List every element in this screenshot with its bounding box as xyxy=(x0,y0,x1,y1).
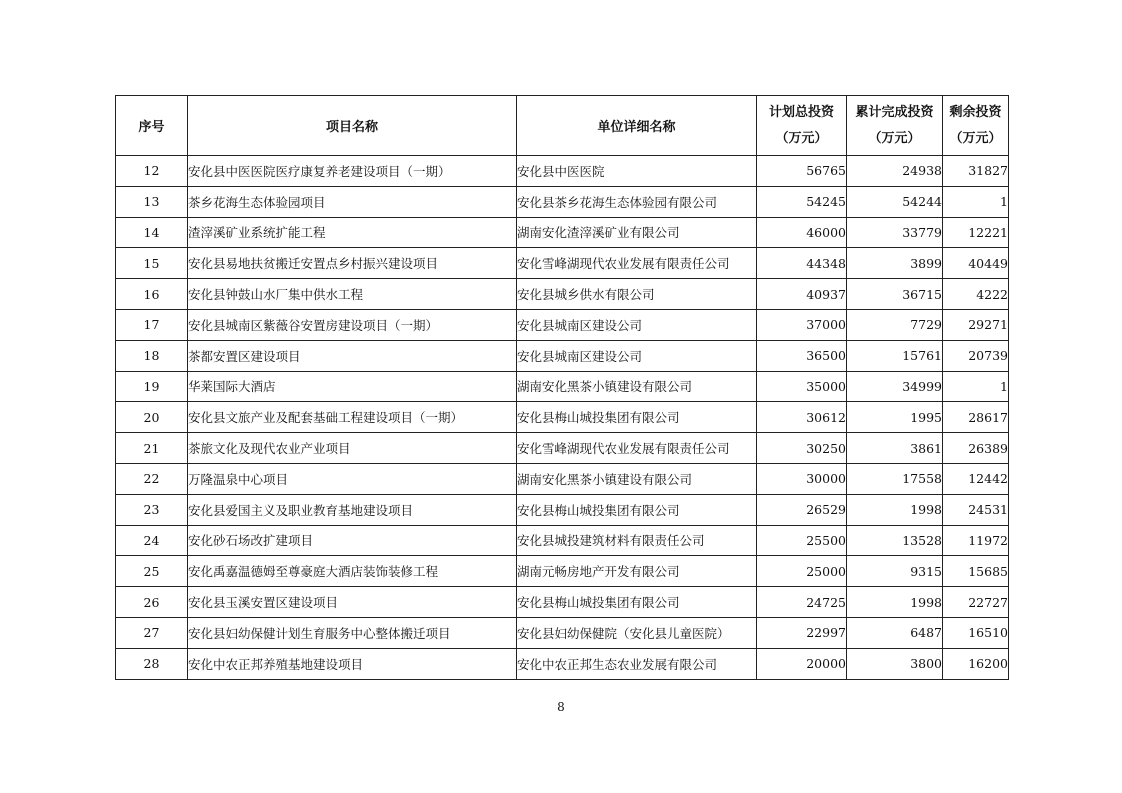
cell-seq: 12 xyxy=(116,156,188,187)
cell-planned-investment: 22997 xyxy=(757,617,847,648)
table-body xyxy=(116,156,1009,680)
cell-project-name: 茶都安置区建设项目 xyxy=(188,340,517,371)
cell-project-name: 安化县文旅产业及配套基础工程建设项目（一期） xyxy=(188,402,517,433)
cell-project-name: 安化县爱国主义及职业教育基地建设项目 xyxy=(188,494,517,525)
cell-completed-investment: 1998 xyxy=(847,494,943,525)
cell-unit-name: 安化县中医医院 xyxy=(517,156,757,187)
cell-planned-investment: 30612 xyxy=(757,402,847,433)
table-row xyxy=(116,309,1009,340)
header-project-name: 项目名称 xyxy=(188,96,517,156)
cell-completed-investment: 9315 xyxy=(847,556,943,587)
table-row xyxy=(116,402,1009,433)
cell-unit-name: 湖南元畅房地产开发有限公司 xyxy=(517,556,757,587)
cell-unit-name: 安化县城南区建设公司 xyxy=(517,309,757,340)
table-row xyxy=(116,217,1009,248)
cell-seq: 23 xyxy=(116,494,188,525)
cell-remaining-investment: 24531 xyxy=(943,494,1009,525)
cell-seq: 17 xyxy=(116,309,188,340)
header-planned-investment: 计划总投资（万元） xyxy=(757,96,847,156)
cell-remaining-investment: 29271 xyxy=(943,309,1009,340)
cell-project-name: 茶乡花海生态体验园项目 xyxy=(188,186,517,217)
cell-remaining-investment: 12221 xyxy=(943,217,1009,248)
cell-remaining-investment: 31827 xyxy=(943,156,1009,187)
cell-project-name: 安化县玉溪安置区建设项目 xyxy=(188,587,517,618)
cell-remaining-investment: 16200 xyxy=(943,648,1009,679)
cell-project-name: 安化县妇幼保健计划生育服务中心整体搬迁项目 xyxy=(188,617,517,648)
header-row xyxy=(116,96,1009,156)
cell-remaining-investment: 40449 xyxy=(943,248,1009,279)
cell-completed-investment: 36715 xyxy=(847,279,943,310)
cell-unit-name: 湖南安化黑茶小镇建设有限公司 xyxy=(517,463,757,494)
page-number: 8 xyxy=(557,700,565,714)
cell-project-name: 安化县易地扶贫搬迁安置点乡村振兴建设项目 xyxy=(188,248,517,279)
header-remaining-investment: 剩余投资（万元） xyxy=(943,96,1009,156)
cell-remaining-investment: 16510 xyxy=(943,617,1009,648)
table-row xyxy=(116,371,1009,402)
cell-completed-investment: 17558 xyxy=(847,463,943,494)
header-unit-name: 单位详细名称 xyxy=(517,96,757,156)
cell-planned-investment: 25000 xyxy=(757,556,847,587)
cell-completed-investment: 3899 xyxy=(847,248,943,279)
cell-planned-investment: 26529 xyxy=(757,494,847,525)
cell-completed-investment: 1998 xyxy=(847,587,943,618)
cell-unit-name: 安化县妇幼保健院（安化县儿童医院） xyxy=(517,617,757,648)
cell-completed-investment: 7729 xyxy=(847,309,943,340)
cell-remaining-investment: 1 xyxy=(943,371,1009,402)
cell-remaining-investment: 22727 xyxy=(943,587,1009,618)
cell-unit-name: 湖南安化渣滓溪矿业有限公司 xyxy=(517,217,757,248)
cell-unit-name: 安化县茶乡花海生态体验园有限公司 xyxy=(517,186,757,217)
cell-unit-name: 安化县城投建筑材料有限责任公司 xyxy=(517,525,757,556)
cell-seq: 14 xyxy=(116,217,188,248)
cell-unit-name: 安化县梅山城投集团有限公司 xyxy=(517,402,757,433)
investment-table xyxy=(115,95,1009,680)
cell-remaining-investment: 20739 xyxy=(943,340,1009,371)
cell-seq: 26 xyxy=(116,587,188,618)
table-row xyxy=(116,617,1009,648)
cell-seq: 27 xyxy=(116,617,188,648)
cell-project-name: 安化中农正邦养殖基地建设项目 xyxy=(188,648,517,679)
cell-seq: 13 xyxy=(116,186,188,217)
cell-remaining-investment: 11972 xyxy=(943,525,1009,556)
cell-planned-investment: 30250 xyxy=(757,433,847,464)
cell-remaining-investment: 1 xyxy=(943,186,1009,217)
cell-seq: 19 xyxy=(116,371,188,402)
cell-completed-investment: 34999 xyxy=(847,371,943,402)
cell-project-name: 安化县城南区紫薇谷安置房建设项目（一期） xyxy=(188,309,517,340)
cell-planned-investment: 35000 xyxy=(757,371,847,402)
cell-completed-investment: 3861 xyxy=(847,433,943,464)
cell-project-name: 安化禹嘉温德姆至尊豪庭大酒店装饰装修工程 xyxy=(188,556,517,587)
cell-planned-investment: 36500 xyxy=(757,340,847,371)
cell-planned-investment: 54245 xyxy=(757,186,847,217)
cell-unit-name: 安化县梅山城投集团有限公司 xyxy=(517,587,757,618)
cell-completed-investment: 6487 xyxy=(847,617,943,648)
header-seq: 序号 xyxy=(116,96,188,156)
cell-seq: 18 xyxy=(116,340,188,371)
cell-project-name: 茶旅文化及现代农业产业项目 xyxy=(188,433,517,464)
cell-seq: 21 xyxy=(116,433,188,464)
cell-completed-investment: 24938 xyxy=(847,156,943,187)
table-row xyxy=(116,525,1009,556)
cell-planned-investment: 44348 xyxy=(757,248,847,279)
cell-project-name: 安化砂石场改扩建项目 xyxy=(188,525,517,556)
cell-planned-investment: 30000 xyxy=(757,463,847,494)
cell-seq: 24 xyxy=(116,525,188,556)
cell-unit-name: 安化县城南区建设公司 xyxy=(517,340,757,371)
cell-project-name: 安化县中医医院医疗康复养老建设项目（一期） xyxy=(188,156,517,187)
cell-completed-investment: 33779 xyxy=(847,217,943,248)
cell-seq: 28 xyxy=(116,648,188,679)
cell-completed-investment: 1995 xyxy=(847,402,943,433)
cell-unit-name: 安化县城乡供水有限公司 xyxy=(517,279,757,310)
table-row xyxy=(116,186,1009,217)
cell-remaining-investment: 28617 xyxy=(943,402,1009,433)
cell-planned-investment: 25500 xyxy=(757,525,847,556)
table-row xyxy=(116,463,1009,494)
cell-planned-investment: 37000 xyxy=(757,309,847,340)
cell-project-name: 万隆温泉中心项目 xyxy=(188,463,517,494)
table-row xyxy=(116,156,1009,187)
table-row xyxy=(116,248,1009,279)
cell-unit-name: 安化中农正邦生态农业发展有限公司 xyxy=(517,648,757,679)
cell-seq: 25 xyxy=(116,556,188,587)
table-row xyxy=(116,587,1009,618)
cell-completed-investment: 13528 xyxy=(847,525,943,556)
cell-planned-investment: 56765 xyxy=(757,156,847,187)
cell-seq: 16 xyxy=(116,279,188,310)
cell-project-name: 华莱国际大酒店 xyxy=(188,371,517,402)
cell-planned-investment: 24725 xyxy=(757,587,847,618)
cell-planned-investment: 46000 xyxy=(757,217,847,248)
cell-project-name: 渣滓溪矿业系统扩能工程 xyxy=(188,217,517,248)
cell-completed-investment: 3800 xyxy=(847,648,943,679)
table-row xyxy=(116,340,1009,371)
table-row xyxy=(116,556,1009,587)
cell-seq: 22 xyxy=(116,463,188,494)
cell-unit-name: 安化县梅山城投集团有限公司 xyxy=(517,494,757,525)
cell-seq: 20 xyxy=(116,402,188,433)
cell-project-name: 安化县钟鼓山水厂集中供水工程 xyxy=(188,279,517,310)
cell-unit-name: 安化雪峰湖现代农业发展有限责任公司 xyxy=(517,248,757,279)
cell-planned-investment: 20000 xyxy=(757,648,847,679)
cell-remaining-investment: 4222 xyxy=(943,279,1009,310)
header-completed-investment: 累计完成投资（万元） xyxy=(847,96,943,156)
table-row xyxy=(116,648,1009,679)
table-row xyxy=(116,433,1009,464)
cell-unit-name: 湖南安化黑茶小镇建设有限公司 xyxy=(517,371,757,402)
cell-remaining-investment: 15685 xyxy=(943,556,1009,587)
cell-completed-investment: 54244 xyxy=(847,186,943,217)
cell-remaining-investment: 26389 xyxy=(943,433,1009,464)
cell-remaining-investment: 12442 xyxy=(943,463,1009,494)
table-row xyxy=(116,279,1009,310)
cell-completed-investment: 15761 xyxy=(847,340,943,371)
cell-unit-name: 安化雪峰湖现代农业发展有限责任公司 xyxy=(517,433,757,464)
cell-planned-investment: 40937 xyxy=(757,279,847,310)
table-row xyxy=(116,494,1009,525)
cell-seq: 15 xyxy=(116,248,188,279)
